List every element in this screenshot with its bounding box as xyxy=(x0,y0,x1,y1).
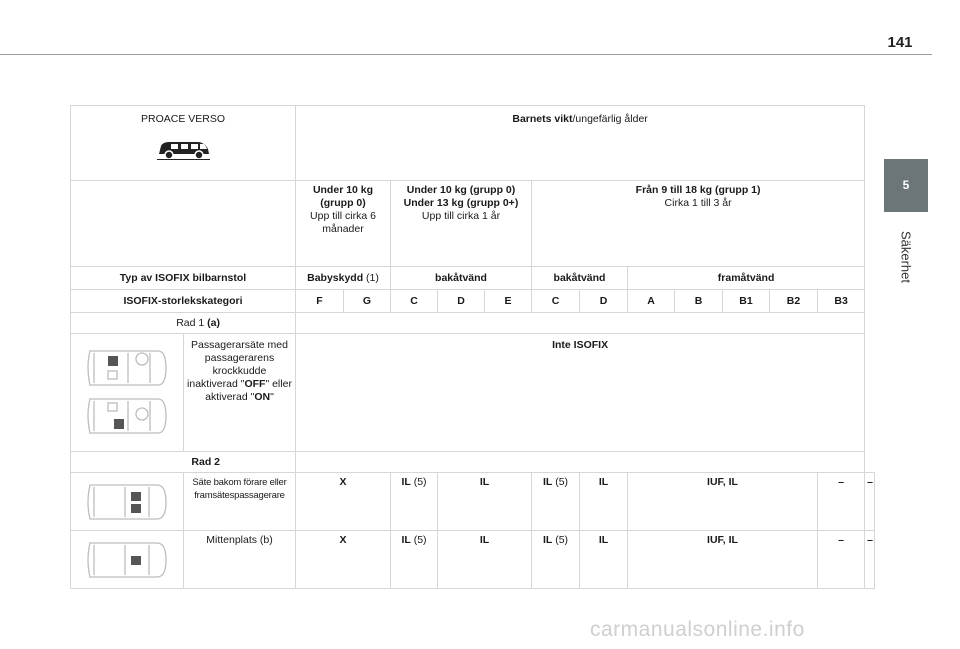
row2-side-v7: – xyxy=(818,473,865,531)
size-row xyxy=(71,290,875,313)
type-row-c1 xyxy=(296,267,391,290)
row1-label xyxy=(71,313,296,334)
size-c2: C xyxy=(532,290,580,313)
page-number: 141 xyxy=(887,34,913,51)
watermark: carmanualsonline.info xyxy=(590,618,805,641)
type-c1-bold: Babyskydd xyxy=(307,271,364,284)
row2-side-v2 xyxy=(391,473,438,531)
chapter-tab[interactable]: 5 xyxy=(884,159,928,212)
weight-header-cell xyxy=(296,106,865,181)
group-0-cell xyxy=(296,181,391,267)
group-1-sub: Cirka 1 till 3 år xyxy=(664,197,732,209)
size-b1: B1 xyxy=(723,290,770,313)
row1-label-text: Rad 1 xyxy=(176,316,208,329)
size-f: F xyxy=(296,290,344,313)
row2-middle-label: Mittenplats (b) xyxy=(184,531,296,589)
group-1-title: Från 9 till 18 kg (grupp 1) xyxy=(635,184,761,196)
header-row xyxy=(71,106,875,181)
size-a: A xyxy=(628,290,675,313)
vehicle-name: PROACE VERSO xyxy=(140,113,226,125)
size-b3: B3 xyxy=(818,290,865,313)
group-0-sub: Upp till cirka 6 månader xyxy=(310,210,376,235)
rear-middle-seat-diagram-icon xyxy=(85,540,169,580)
group-1-cell xyxy=(532,181,865,267)
row2-header-empty xyxy=(296,452,865,473)
weight-header-bold: Barnets vikt xyxy=(512,113,573,125)
row1-seat-text2: " eller aktiverad " xyxy=(205,378,292,403)
type-c1-note: (1) xyxy=(363,271,379,284)
row2-side-v2-bold: IL xyxy=(401,476,411,488)
group-0plus-title1: Under 10 kg (grupp 0) xyxy=(406,184,516,196)
row2-middle-v2-note: (5) xyxy=(410,534,427,546)
isofix-table xyxy=(70,105,875,589)
type-row xyxy=(71,267,875,290)
row2-side-v2-note: (5) xyxy=(410,476,427,488)
type-row-c4: framåtvänd xyxy=(628,267,865,290)
row2-side-v8: – xyxy=(865,473,875,531)
front-seat-diagram-icon xyxy=(84,345,170,441)
row2-middle-v2-bold: IL xyxy=(401,534,411,546)
size-d2: D xyxy=(580,290,628,313)
row2-label: Rad 2 xyxy=(71,452,296,473)
row1-seat xyxy=(71,334,875,452)
group-0-title: Under 10 kg (grupp 0) xyxy=(312,184,374,209)
row2-middle-v4-bold: IL xyxy=(542,534,553,546)
type-row-c2: bakåtvänd xyxy=(391,267,532,290)
row1-seat-label-cell xyxy=(184,334,296,452)
van-icon xyxy=(155,139,211,161)
row2-middle-v4-note: (5) xyxy=(552,534,569,546)
header-rule xyxy=(0,54,932,55)
row1-value xyxy=(296,334,865,452)
row1-seat-on: ON xyxy=(254,391,271,403)
row2-side-v4-bold: IL xyxy=(542,476,553,488)
size-g: G xyxy=(344,290,391,313)
row1-value-text: Inte ISOFIX xyxy=(552,339,609,351)
size-b2: B2 xyxy=(770,290,818,313)
row2-middle-v7: – xyxy=(818,531,865,589)
row2-middle-v3: IL xyxy=(438,531,532,589)
row2-side-v4-note: (5) xyxy=(552,476,569,488)
row2-middle-v5: IL xyxy=(580,531,628,589)
row2-seat-side xyxy=(71,473,875,531)
row2-middle-v1: X xyxy=(296,531,391,589)
size-b: B xyxy=(675,290,723,313)
row2-side-v6: IUF, IL xyxy=(628,473,818,531)
chapter-title-text: Säkerhet xyxy=(898,230,914,284)
row2-side-v1: X xyxy=(296,473,391,531)
group-row xyxy=(71,181,875,267)
row2-side-v5: IL xyxy=(580,473,628,531)
row1-header-empty xyxy=(296,313,865,334)
weight-header-rest: /ungefärlig ålder xyxy=(572,113,648,125)
size-d: D xyxy=(438,290,485,313)
row2-side-v4 xyxy=(532,473,580,531)
group-0plus-title2: Under 13 kg (grupp 0+) xyxy=(403,197,519,209)
rear-side-seat-diagram-icon xyxy=(85,482,169,522)
row1-header xyxy=(71,313,875,334)
row2-side-label: Säte bakom förare eller framsätespassagerare xyxy=(184,473,296,531)
row1-seat-text1: Passagerarsäte med passagerarens krockkudde inaktiverad " xyxy=(187,339,288,390)
size-row-label: ISOFIX-storlekskategori xyxy=(71,290,296,313)
row2-side-image-cell xyxy=(71,473,184,531)
type-row-label: Typ av ISOFIX bilbarnstol xyxy=(71,267,296,290)
row2-middle-v4 xyxy=(532,531,580,589)
group-row-empty xyxy=(71,181,296,267)
row2-seat-middle xyxy=(71,531,875,589)
row2-middle-v8: – xyxy=(865,531,875,589)
row1-seat-text3: " xyxy=(270,391,274,403)
row1-label-note: (a) xyxy=(207,316,220,329)
group-0plus-cell xyxy=(391,181,532,267)
row2-header xyxy=(71,452,875,473)
size-e: E xyxy=(485,290,532,313)
row2-middle-image-cell xyxy=(71,531,184,589)
vehicle-cell xyxy=(71,106,296,181)
row1-seat-off: OFF xyxy=(244,378,266,390)
group-0plus-sub: Upp till cirka 1 år xyxy=(421,210,501,222)
row2-middle-v2 xyxy=(391,531,438,589)
size-c: C xyxy=(391,290,438,313)
row2-side-v3: IL xyxy=(438,473,532,531)
row2-middle-v6: IUF, IL xyxy=(628,531,818,589)
type-row-c3: bakåtvänd xyxy=(532,267,628,290)
row1-seat-image-cell xyxy=(71,334,184,452)
chapter-title xyxy=(888,212,924,302)
